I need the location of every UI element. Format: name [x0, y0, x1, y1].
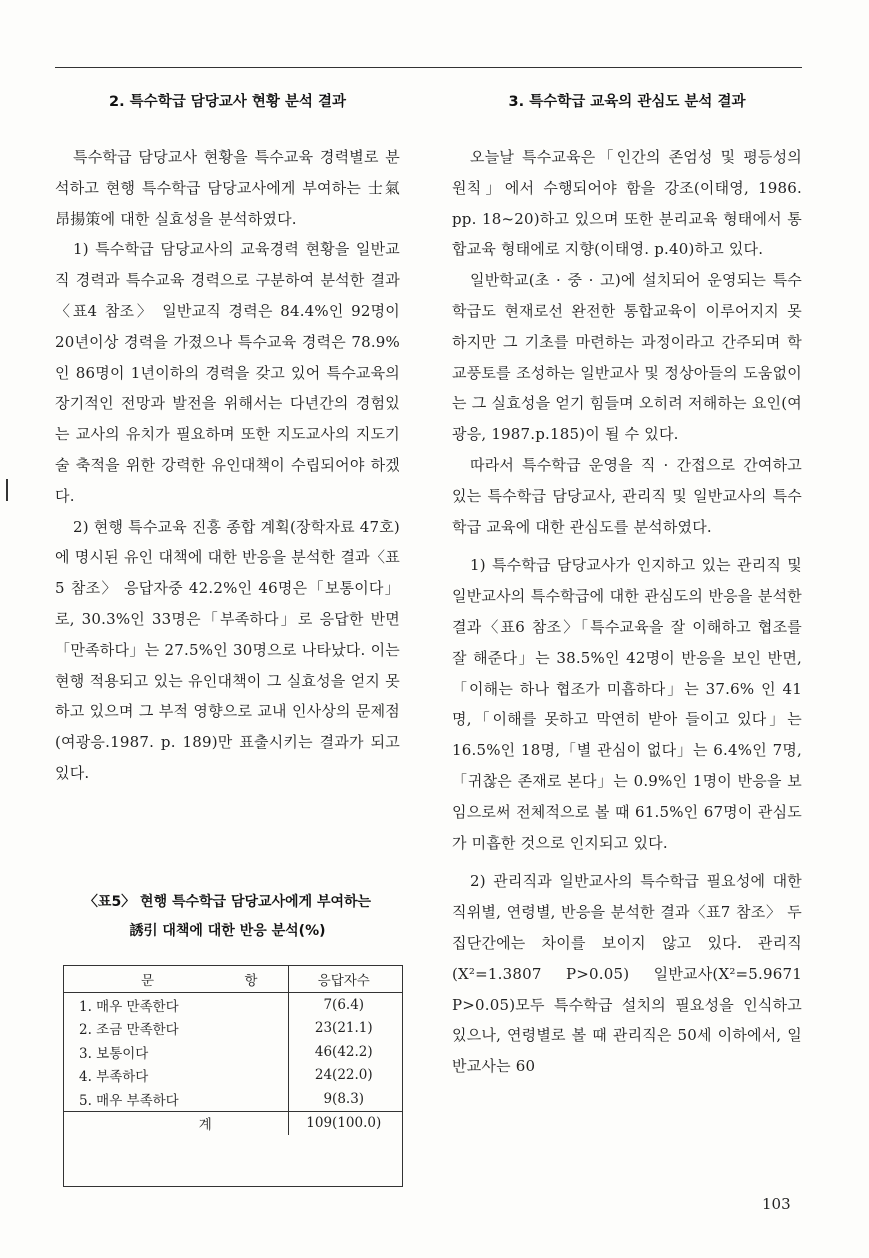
table-cell-item: 1. 매우 만족한다: [63, 993, 288, 1017]
table-cell-count: 46(42.2): [314, 1043, 373, 1060]
page-number: 103: [762, 1195, 791, 1213]
table-total-label: 계: [63, 1111, 288, 1135]
table-cell-item: 4. 부족하다: [63, 1064, 288, 1088]
table-cell-count: 24(22.0): [314, 1067, 373, 1084]
table-header-item-b: 항: [244, 972, 258, 989]
right-paragraph-2: 일반학교(초 · 중 · 고)에 설치되어 운영되는 특수학급도 현재로선 완전한 통합교육이 이루어지지 못 하지만 그 기초를 마련하는 과정이라고 간주되며 학교풍토를 조성하는 일반교사 및 정상아들의 도움없이는 그 실효성을 얻기 힘들며 오히려 저해하는 요인(여광응, 1987.p.185)이 될 수 있다.: [452, 271, 802, 444]
right-column: [452, 92, 802, 1082]
table-row: [63, 1017, 403, 1041]
table-caption-line-2: 誘引 대책에 대한 반응 분석(%): [129, 923, 326, 939]
table-cell-item: 2. 조금 만족한다: [63, 1017, 288, 1041]
table-header-item: [63, 965, 288, 993]
margin-mark: [6, 479, 8, 501]
left-paragraph-1: 특수학급 담당교사 현황을 특수교육 경력별로 분석하고 현행 특수학급 담당교사에게 부여하는 士氣 昂揚策에 대한 실효성을 분석하였다.: [55, 148, 400, 228]
table-row: [63, 1064, 403, 1088]
table-cell-item: 5. 매우 부족하다: [63, 1087, 288, 1111]
table-cell-item: 3. 보통이다: [63, 1040, 288, 1064]
table-caption-line-1: 〈표5〉 현행 특수학급 담당교사에게 부여하는: [83, 894, 372, 910]
table-header-item-a: 문: [141, 972, 155, 989]
right-paragraph-4: 1) 특수학급 담당교사가 인지하고 있는 관리직 및 일반교사의 특수학급에 대한 관심도의 반응을 분석한 결과〈표6 참조〉「특수교육을 잘 이해하고 협조를 잘 해준다」는 38.5%인 42명이 반응을 보인 반면,「이해는 하나 협조가 미흡하다」는 37.6% 인 41명,「이해를 못하고 막연히 받아 들이고 있다」는 16.5%인 18명,「별 관심이 없다」는 6.4%인 7명,「귀찮은 존재로 본다」는 0.9%인 1명이 반응을 보임으로써 전체적으로 볼 때 61.5%인 67명이 관심도가 미흡한 것으로 인지되고 있다.: [452, 556, 802, 852]
table-header-row: [63, 965, 403, 993]
table-cell-count: 9(8.3): [323, 1090, 365, 1107]
section-title-3: 3. 특수학급 교육의 관심도 분석 결과: [508, 94, 746, 110]
table-row: [63, 1040, 403, 1064]
table-header-count: 응답자수: [288, 965, 403, 993]
right-paragraph-3: 따라서 특수학급 운영을 직 · 간접으로 간여하고 있는 특수학급 담당교사, 관리직 및 일반교사의 특수학급 교육에 대한 관심도를 분석하였다.: [452, 455, 802, 536]
table-cell-count: 7(6.4): [323, 996, 365, 1013]
table-caption: [55, 888, 400, 946]
left-column: [55, 92, 400, 789]
table-row: [63, 993, 403, 1017]
table-total-count: 109(100.0): [288, 1111, 403, 1135]
top-rule: [55, 67, 802, 68]
right-paragraph-5: 2) 관리직과 일반교사의 특수학급 필요성에 대한 직위별, 연령별, 반응을 분석한 결과〈표7 참조〉 두 집단간에는 차이를 보이지 않고 있다. 관리직(X²=1.3807 P>0.05) 일반교사(X²=5.9671 P>0.05)모두 특수학급 설치의 필요성을 인식하고 있으나, 연령별로 볼 때 관리직은 50세 이하에서, 일반교사는 60: [452, 872, 802, 1076]
response-table: [63, 965, 403, 1135]
table-total-row: [63, 1111, 403, 1135]
left-paragraph-3: 2) 현행 특수교육 진흥 종합 계획(장학자료 47호)에 명시된 유인 대책에 대한 반응을 분석한 결과〈표5 참조〉 응답자중 42.2%인 46명은「보통이다」로, 30.3%인 33명은「부족하다」로 응답한 반면「만족하다」는 27.5%인 30명으로 나타났다. 이는 현행 적용되고 있는 유인대책이 그 실효성을 얻지 못하고 있으며 그 부적 영향으로 교내 인사상의 문제점(여광응.1987. p. 189)만 표출시키는 결과가 되고 있다.: [55, 517, 400, 782]
section-title-2: 2. 특수학급 담당교사 현황 분석 결과: [109, 94, 346, 110]
table-cell-count: 23(21.1): [314, 1020, 373, 1037]
left-paragraph-2: 1) 특수학급 담당교사의 교육경력 현황을 일반교직 경력과 특수교육 경력으로 구분하여 분석한 결과〈표4 참조〉 일반교직 경력은 84.4%인 92명이 20년이상 경력을 가졌으나 특수교육 경력은 78.9%인 86명이 1년이하의 경력을 갖고 있어 특수교육의 장기적인 전망과 발전을 위해서는 다년간의 경험있는 교사의 유치가 필요하며 또한 지도교사의 지도기술 축적을 위한 강력한 유인대책이 수립되어야 하겠다.: [55, 240, 400, 505]
right-paragraph-1: 오늘날 특수교육은「인간의 존엄성 및 평등성의 원칙」에서 수행되어야 함을 강조(이태영, 1986. pp. 18~20)하고 있으며 또한 분리교육 형태에서 통합교육 형태에로 지향(이태영. p.40)하고 있다.: [452, 148, 802, 259]
table-row: [63, 1087, 403, 1111]
